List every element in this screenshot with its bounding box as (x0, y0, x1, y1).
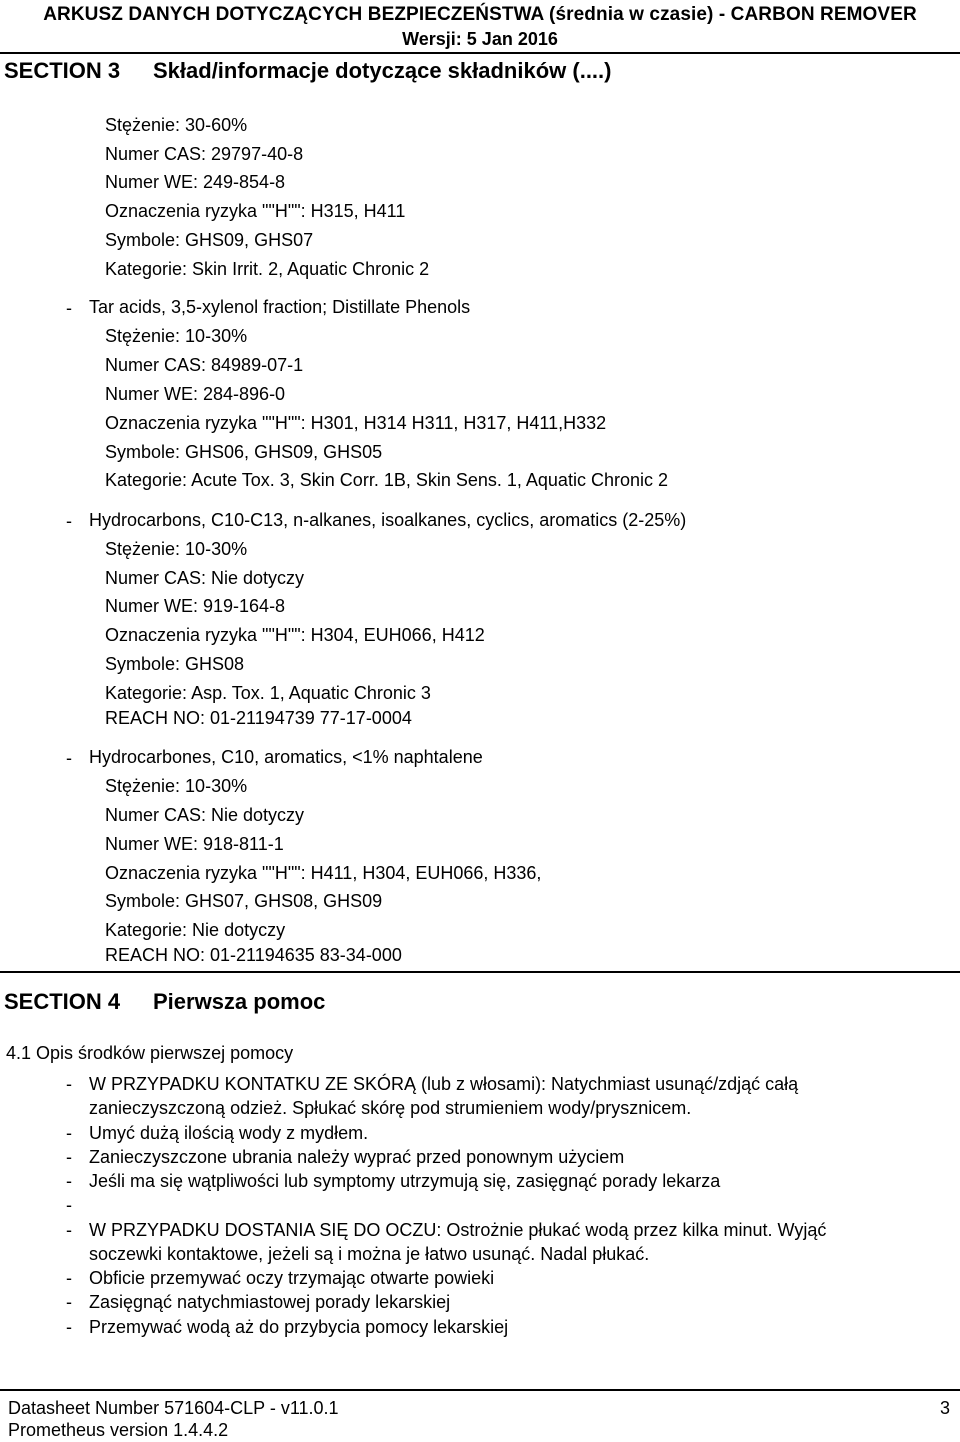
first-aid-item: Zasięgnąć natychmiastowej porady lekarskiej (89, 1292, 451, 1312)
component-line: Oznaczenia ryzyka ""H"": H315, H411 (105, 201, 406, 221)
component-name: Hydrocarbons, C10-C13, n-alkanes, isoalkanes, cyclics, aromatics (2-25%) (89, 510, 687, 530)
first-aid-item-continued: soczewki kontaktowe, jeżeli są i można je łatwo usunąć. Nadal płukać. (89, 1244, 650, 1264)
component-line: Stężenie: 10-30% (105, 326, 248, 346)
first-aid-item: Jeśli ma się wątpliwości lub symptomy utrzymują się, zasięgnąć porady lekarza (89, 1171, 721, 1191)
component-line: Numer WE: 249-854-8 (105, 172, 286, 192)
list-dash: - (66, 1317, 72, 1337)
component-line: Oznaczenia ryzyka ""H"": H301, H314 H311, H317, H411,H332 (105, 413, 607, 433)
first-aid-item: Przemywać wodą aż do przybycia pomocy lekarskiej (89, 1317, 509, 1337)
list-dash: - (66, 1220, 72, 1240)
list-dash: - (66, 1123, 72, 1143)
document-header-title: ARKUSZ DANYCH DOTYCZĄCYCH BEZPIECZEŃSTWA (średnia w czasie) - CARBON REMOVER (43, 4, 917, 25)
list-dash: - (66, 748, 72, 768)
component-line: Stężenie: 10-30% (105, 776, 248, 796)
component-line: Oznaczenia ryzyka ""H"": H411, H304, EUH066, H336, (105, 863, 542, 883)
first-aid-item-continued: zanieczyszczoną odzież. Spłukać skórę pod strumieniem wody/prysznicem. (89, 1098, 692, 1118)
section-4-title: Pierwsza pomoc (153, 989, 326, 1014)
list-dash: - (66, 1268, 72, 1288)
first-aid-item: Obficie przemywać oczy trzymając otwarte powieki (89, 1268, 495, 1288)
section-rule (0, 971, 960, 973)
component-line: Symbole: GHS08 (105, 654, 245, 674)
component-line: Kategorie: Acute Tox. 3, Skin Corr. 1B, Skin Sens. 1, Aquatic Chronic 2 (105, 470, 668, 490)
component-line: Numer CAS: Nie dotyczy (105, 568, 305, 588)
section-3-title: Skład/informacje dotyczące składników (....) (153, 58, 612, 83)
component-name: Tar acids, 3,5-xylenol fraction; Distillate Phenols (89, 297, 471, 317)
component-line: Symbole: GHS09, GHS07 (105, 230, 314, 250)
component-line: Numer WE: 919-164-8 (105, 596, 286, 616)
first-aid-item: Umyć dużą ilością wody z mydłem. (89, 1123, 369, 1143)
component-line: Symbole: GHS06, GHS09, GHS05 (105, 442, 383, 462)
component-line: Stężenie: 10-30% (105, 539, 248, 559)
component-line: Kategorie: Asp. Tox. 1, Aquatic Chronic 3 (105, 683, 431, 703)
first-aid-item: Zanieczyszczone ubrania należy wyprać przed ponownym użyciem (89, 1147, 625, 1167)
first-aid-item: W PRZYPADKU KONTATKU ZE SKÓRĄ (lub z włosami): Natychmiast usunąć/zdjąć całą (89, 1074, 799, 1094)
component-line: Oznaczenia ryzyka ""H"": H304, EUH066, H412 (105, 625, 485, 645)
footer-datasheet-number: Datasheet Number 571604-CLP - v11.0.1 (8, 1398, 339, 1418)
component-line: Symbole: GHS07, GHS08, GHS09 (105, 891, 383, 911)
first-aid-item: W PRZYPADKU DOSTANIA SIĘ DO OCZU: Ostrożnie płukać wodą przez kilka minut. Wyjąć (89, 1220, 827, 1240)
header-rule (0, 52, 960, 54)
list-dash: - (66, 298, 72, 318)
component-line: Numer CAS: 84989-07-1 (105, 355, 304, 375)
component-line: REACH NO: 01-21194635 83-34-000 (105, 945, 402, 965)
footer-rule (0, 1389, 960, 1391)
list-dash: - (66, 511, 72, 531)
list-dash: - (66, 1171, 72, 1191)
list-dash: - (66, 1074, 72, 1094)
footer-version: Prometheus version 1.4.4.2 (8, 1420, 229, 1440)
list-dash: - (66, 1292, 72, 1312)
document-version: Wersji: 5 Jan 2016 (402, 29, 558, 49)
component-line: Kategorie: Nie dotyczy (105, 920, 286, 940)
section-4-number: SECTION 4 (4, 989, 121, 1014)
component-line: Numer WE: 918-811-1 (105, 834, 284, 854)
component-line: Stężenie: 30-60% (105, 115, 248, 135)
list-dash: - (66, 1195, 72, 1215)
component-name: Hydrocarbones, C10, aromatics, <1% naphtalene (89, 747, 483, 767)
section-3-number: SECTION 3 (4, 58, 121, 83)
list-dash: - (66, 1147, 72, 1167)
component-line: Numer CAS: Nie dotyczy (105, 805, 305, 825)
component-line: Numer CAS: 29797-40-8 (105, 144, 304, 164)
component-line: REACH NO: 01-21194739 77-17-0004 (105, 708, 412, 728)
subsection-heading: 4.1 Opis środków pierwszej pomocy (6, 1043, 294, 1063)
component-line: Numer WE: 284-896-0 (105, 384, 286, 404)
footer-page-number: 3 (940, 1398, 951, 1418)
component-line: Kategorie: Skin Irrit. 2, Aquatic Chronic 2 (105, 259, 430, 279)
